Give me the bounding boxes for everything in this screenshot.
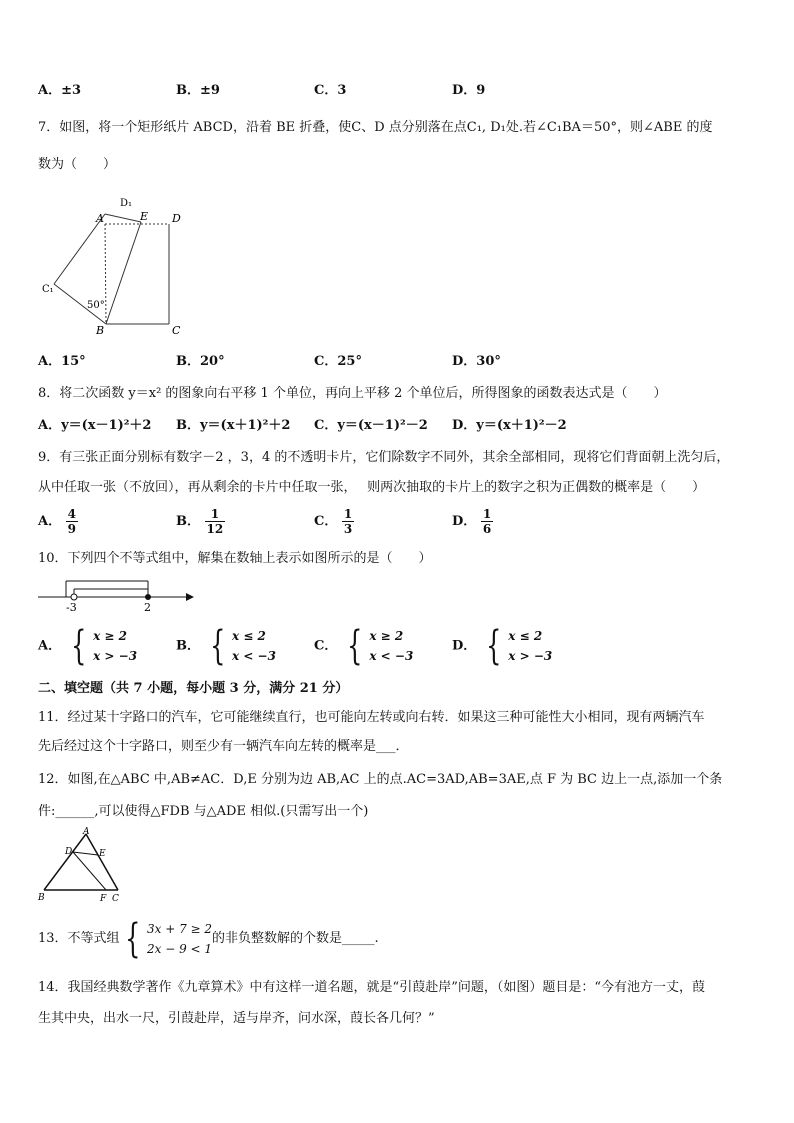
q7-text-line2: 数为（ ）: [38, 157, 117, 172]
q9-option-b-label: B．: [176, 514, 200, 529]
q10-option-b: [176, 623, 276, 669]
q10-option-b-label: B．: [176, 638, 200, 654]
q7-label-c: C: [172, 324, 181, 337]
q10-a-row2: x > −3: [93, 649, 138, 663]
q10-b-system: { x ≤ 2 x < −3: [209, 623, 276, 669]
q7-label-c1: C₁: [42, 284, 54, 295]
q13-system: { 3x + 7 ≥ 2 2x − 9 < 1: [124, 915, 213, 962]
q11-text-line1: 11．经过某十字路口的汽车，它可能继续直行，也可能向左转或向右转．如果这三种可能性大小相同，现有两辆汽车: [38, 710, 705, 725]
q7-label-a: A: [96, 212, 104, 225]
q9-option-a: [38, 507, 78, 536]
q10-axis-label-neg3: -3: [66, 601, 77, 614]
q12-label-f: F: [100, 894, 107, 904]
q10-b-row2: x < −3: [231, 649, 276, 663]
q9-option-c: [314, 507, 354, 536]
q13-suffix: 的非负整数解的个数是_____.: [212, 931, 379, 946]
q12-label-c: C: [112, 894, 119, 904]
q10-option-c: [314, 623, 414, 669]
q9-option-c-label: C．: [314, 514, 338, 529]
q10-d-row2: x > −3: [508, 649, 553, 663]
q9-a-denominator: 9: [67, 522, 76, 536]
q9-option-d-fraction: [481, 507, 493, 536]
q8-option-c: C．y＝(x－1)²－2: [314, 418, 428, 433]
q9-b-numerator: 1: [205, 507, 226, 522]
q13-prefix: 13．不等式组: [38, 931, 120, 946]
q12-label-e: E: [99, 849, 106, 859]
q8-option-a: A．y＝(x－1)²＋2: [38, 418, 152, 433]
q13-row1: 3x + 7 ≥ 2: [147, 921, 213, 936]
q10-a-row1: x ≥ 2: [93, 629, 127, 643]
q7-text-line1: 7．如图，将一个矩形纸片 ABCD，沿着 BE 折叠，使C、D 点分别落在点C₁, D₁处.若∠C₁BA＝50°，则∠ABE 的度: [38, 120, 713, 135]
q9-d-denominator: 6: [482, 522, 492, 536]
q8-text: 8．将二次函数 y＝x² 的图象向右平移 1 个单位，再向上平移 2 个单位后，所得图象的函数表达式是（ ）: [38, 386, 667, 401]
q9-option-a-label: A．: [38, 514, 62, 529]
q7-label-e: E: [140, 210, 149, 223]
q9-option-b: [176, 507, 225, 536]
q7-figure: [36, 192, 186, 342]
q10-option-d: [452, 623, 553, 669]
q9-text-line1: 9．有三张正面分别标有数字－2 ，3，4 的不透明卡片，它们除数字不同外，其余全部相同，现将它们背面朝上洗匀后，: [38, 450, 730, 465]
q7-option-b: B．20°: [176, 354, 225, 369]
q8-option-d: D．y＝(x＋1)²－2: [452, 418, 567, 433]
q9-d-numerator: 1: [482, 507, 492, 521]
q8-option-b: B．y＝(x＋1)²＋2: [176, 418, 291, 433]
q10-text: 10．下列四个不等式组中，解集在数轴上表示如图所示的是（ ）: [38, 551, 432, 566]
q7-label-d1: D₁: [120, 198, 133, 209]
q9-c-numerator: 1: [343, 507, 353, 521]
q7-option-d: D．30°: [452, 354, 501, 369]
q14-text-line2: 生其中央，出水一尺，引葭赴岸，适与岸齐，问水深，葭长各几何？”: [38, 1011, 435, 1026]
q12-label-d: D: [65, 847, 73, 857]
q10-b-row1: x ≤ 2: [231, 629, 266, 643]
q12-text-line1: 12．如图,在△ABC 中,AB≠AC．D,E 分别为边 AB,AC 上的点.AC=3AD,AB=3AE,点 F 为 BC 边上一点,添加一个条: [38, 772, 723, 787]
q10-option-a-label: A．: [38, 638, 62, 654]
closed-point-marker: [145, 594, 151, 600]
q12-triangle-figure: [36, 826, 136, 906]
q12-label-a: A: [83, 827, 90, 837]
q7-option-c: C．25°: [314, 354, 362, 369]
q6-option-c: C．3: [314, 83, 347, 98]
open-point-marker: [71, 594, 77, 600]
q7-option-a: A．15°: [38, 354, 86, 369]
q9-option-d-label: D．: [452, 514, 477, 529]
q6-option-b: B．±9: [176, 83, 220, 98]
q10-option-d-label: D．: [452, 638, 477, 654]
q9-text-line2: 从中任取一张（不放回），再从剩余的卡片中任取一张， 则两次抽取的卡片上的数字之积为正偶数的概率是（ ）: [38, 480, 706, 495]
q9-option-d: [452, 507, 493, 536]
q10-option-a: [38, 623, 138, 669]
q9-option-a-fraction: [66, 507, 78, 536]
q10-c-row1: x ≥ 2: [369, 629, 404, 643]
q9-b-denominator: 12: [206, 522, 224, 536]
q10-c-row2: x < −3: [369, 649, 414, 663]
section-heading: 二、填空题（共 7 小题，每小题 3 分，满分 21 分）: [38, 681, 349, 696]
q10-d-system: { x ≤ 2 x > −3: [485, 623, 553, 669]
q9-option-c-fraction: [342, 507, 354, 536]
q10-c-system: { x ≥ 2 x < −3: [346, 623, 414, 669]
q9-a-numerator: 4: [67, 507, 76, 521]
q6-option-a: A．±3: [38, 83, 82, 98]
q10-number-line: [36, 574, 196, 614]
q12-text-line2: 件:______,可以使得△FDB 与△ADE 相似.(只需写出一个): [38, 804, 369, 819]
q11-text-line2: 先后经过这个十字路口，则至少有一辆汽车向左转的概率是___．: [38, 739, 409, 754]
q7-label-b: B: [96, 324, 105, 337]
q9-c-denominator: 3: [343, 522, 353, 536]
q12-label-b: B: [38, 893, 45, 903]
q6-option-d: D．9: [452, 83, 486, 98]
q9-option-b-fraction: [205, 507, 226, 536]
q10-option-c-label: C．: [314, 638, 338, 654]
q13-line: [38, 917, 379, 961]
q10-d-row1: x ≤ 2: [508, 629, 543, 643]
q10-a-system: { x ≥ 2 x > −3: [70, 623, 138, 669]
q10-axis-label-2: 2: [144, 601, 151, 614]
q14-text-line1: 14．我国经典数学著作《九章算术》中有这样一道名题，就是“引葭赴岸”问题，（如图）题目是：“今有池方一丈，葭: [38, 980, 705, 995]
q13-row2: 2x − 9 < 1: [147, 941, 213, 956]
q7-label-d: D: [172, 212, 181, 225]
q7-label-angle: 50°: [87, 300, 105, 311]
